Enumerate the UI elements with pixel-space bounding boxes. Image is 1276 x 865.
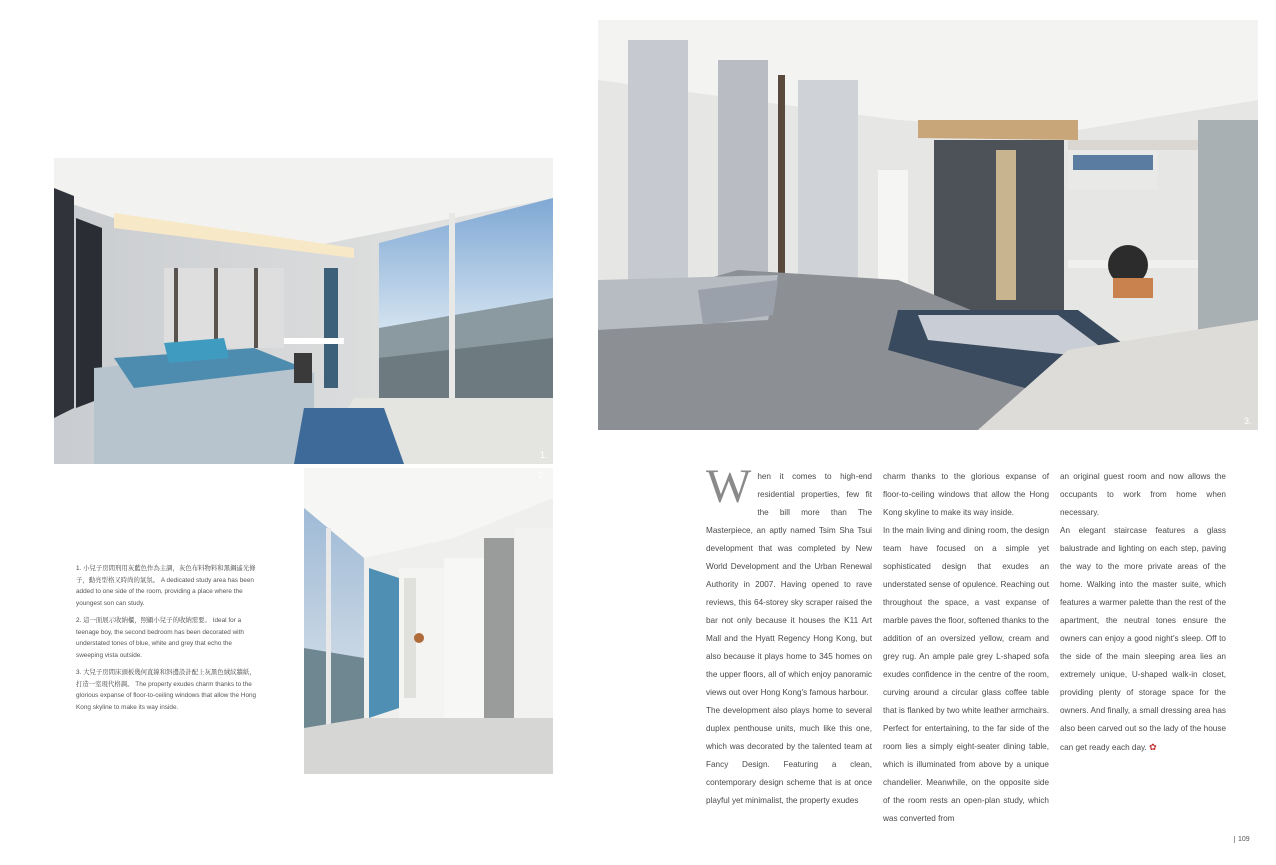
photo-1-number: 1. (540, 450, 548, 460)
article-paragraph-3: In the main living and dining room, the design team have focused on a simple yet sophisticated design that exudes an understated sense of opulence. Reaching out throughout the space, a vast expanse of marble paves the floor, softened thanks to the addition of an oversized yellow, cream and grey rug. An ample pale grey L-shaped sofa exudes confidence in the centre of the room, curving around a circular glass coffee table that is flanked by two white leather armchairs. Perfect for entertaining, to the far side of the room lies a simply eight-seater dining table, which is illuminated from above by a unique chandelier. Meanwhile, on the opposite side of the room rests an open-plan study, which was converted from (883, 526, 1049, 823)
caption-2-en: Ideal for a teenage boy, the second bedroom has been decorated with understated tones of blue, white and grey that echo the sweeping vista outside. (76, 617, 244, 659)
caption-1-zh: 1. 小兒子房間刑用灰藍色作為主調，灰色布料物料和黑鋼遙光條子，動亮型格又時尚的氣氛。 (76, 565, 256, 584)
caption-3-zh: 3. 大兒子房間床頭板幾何直線和斜邊設計配上灰黑色絨紋牆紙，打造一室現代格調。 (76, 669, 256, 688)
article-paragraph-2-cont: charm thanks to the glorious expanse of floor-to-ceiling windows that allow the Hong Kong skyline to make its way inside. (883, 472, 1049, 517)
article-paragraph-4 (1060, 522, 1226, 757)
photo-master-suite (598, 20, 1258, 430)
photo-captions (76, 563, 260, 719)
caption-2-zh: 2. 這一面展示收納櫃，照顧小兒子的收納需要。 (76, 617, 211, 624)
article-paragraph-1 (706, 460, 872, 702)
photo-2-image (304, 468, 553, 774)
caption-1-en: A dedicated study area has been added to one side of the room, providing a place where the youngest son can study. (76, 576, 254, 607)
article-paragraph-1-text: hen it comes to high-end residential properties, few fit the bill more than The Masterpiece, an aptly named Tsim Sha Tsui development that was completed by New World Development and the Urban Renewal Authority in 2007. Having opened to rave reviews, this 64-storey sky scraper raised the bar not only because it houses the K11 Art Mall and the Hyatt Regency Hong Kong, but also because it plays home to 345 homes on the upper floors, all of which enjoy panoramic views out over Hong Kong's famous harbour. (706, 472, 872, 697)
page-number: 109 (1234, 836, 1250, 843)
article-column-1 (706, 460, 872, 810)
article-paragraph-3-cont: an original guest room and now allows the occupants to work from home when necessary. (1060, 472, 1226, 517)
article-column-3 (1060, 468, 1226, 757)
caption-3 (76, 667, 260, 713)
article-paragraph-2: The development also plays home to several duplex penthouse units, much like this one, which was decorated by the talented team at Fancy Design. Featuring a clean, contemporary design scheme that is at once playful yet minimalist, the property exudes (706, 706, 872, 805)
photo-3-number: 3. (1244, 416, 1252, 426)
photo-2-number: 2. (538, 470, 546, 480)
photo-bedroom-2 (304, 468, 553, 774)
photo-bedroom-1 (54, 158, 553, 464)
caption-3-en: The property exudes charm thanks to the glorious expanse of floor-to-ceiling windows that allow the Hong Kong skyline to make its way inside. (76, 680, 257, 711)
photo-1-image (54, 158, 553, 464)
end-mark-icon: ✿ (1149, 742, 1157, 752)
article-paragraph-4-text: An elegant staircase features a glass balustrade and lighting on each step, paving the way to the more private areas of the home. Walking into the master suite, which features a warmer palette than the rest of the apartment, the neutral tones ensure the owners can enjoy a good night's sleep. Off to the side of the main sleeping area lies an extremely unique, U-shaped walk-in closet, providing plenty of storage space for the owners. And finally, a small dressing area has also been carved out so the lady of the house can get ready each day. (1060, 526, 1226, 752)
photo-3-image (598, 20, 1258, 430)
caption-2 (76, 615, 260, 661)
caption-1 (76, 563, 260, 609)
article-column-2 (883, 468, 1049, 828)
drop-cap: W (706, 460, 752, 513)
